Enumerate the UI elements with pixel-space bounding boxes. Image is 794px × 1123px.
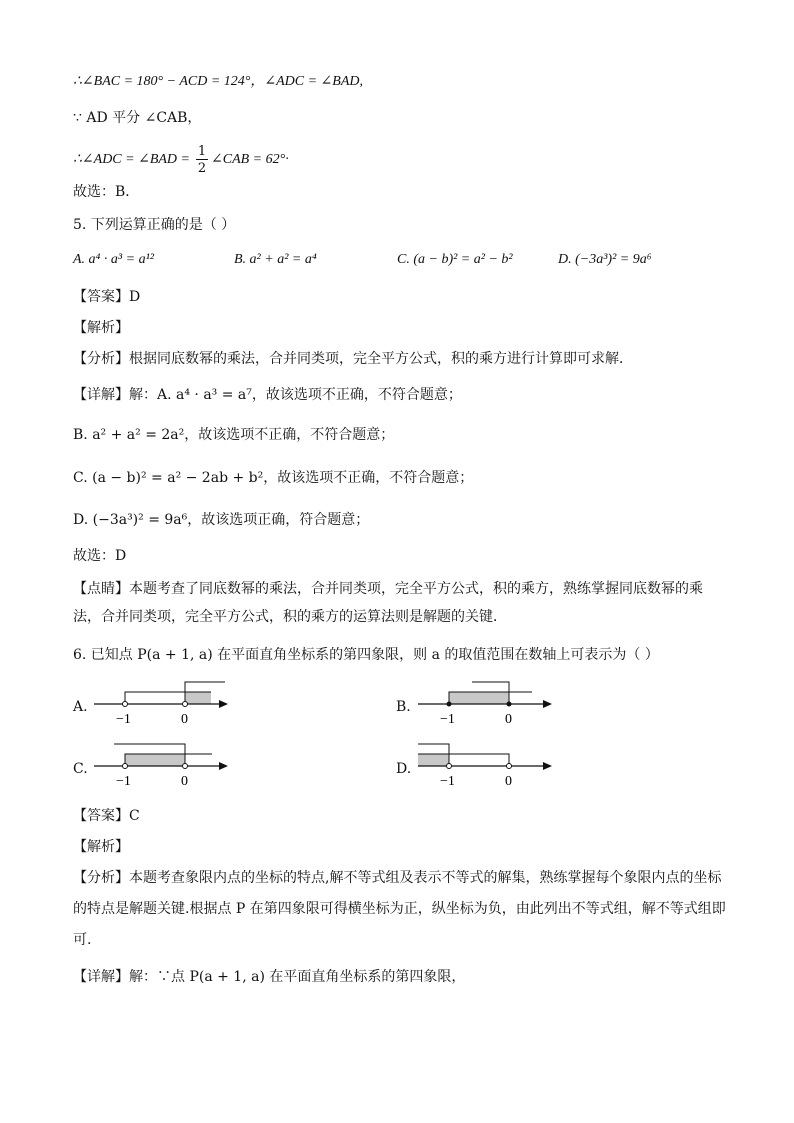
open-point-neg1 [123,764,128,769]
q5-option-c: C. (a − b)² = a² − b² [397,252,513,267]
tick-neg1: −1 [116,712,131,727]
axis-arrow [219,762,228,770]
q6-option-d-label: D. [396,761,412,777]
tick-neg1: −1 [440,774,455,789]
answer-select-b: 故选：B． [73,184,140,200]
q5-detail-a: 【详解】解：A. a⁴ · a³ = a⁷，故该选项不正确，不符合题意； [73,387,462,403]
step-angle-adc-post: ∠CAB = 62°· [211,152,289,167]
q5-select-d: 故选：D [73,548,127,564]
q5-analysis: 【分析】根据同底数幂的乘法，合并同类项，完全平方公式，积的乘方进行计算即可求解． [73,351,633,367]
q6-option-c-label: C. [73,761,88,777]
tick-neg1: −1 [440,712,455,727]
tick-0: 0 [181,774,188,789]
question-6: 6. 已知点 P(a + 1, a) 在平面直角坐标系的第四象限，则 a 的取值范围在数轴上可表示为（ ） [73,647,659,663]
tick-0: 0 [181,712,188,727]
shade-region [418,754,449,766]
q6-option-b-number-line [414,675,559,730]
q5-option-d: D. (−3a³)² = 9a⁶ [558,252,652,267]
q5-analysis-heading: 【解析】 [73,320,129,336]
q6-option-d-number-line [414,737,559,792]
question-5: 5. 下列运算正确的是（ ） [73,217,236,233]
step-angle-bac: ∴∠BAC = 180° − ACD = 124°，∠ADC = ∠BAD, [73,74,363,89]
step-angle-adc-pre: ∴∠ADC = ∠BAD = [73,152,190,167]
q5-detail-b: B. a² + a² = 2a²，故该选项不正确，不符合题意； [73,427,395,443]
q6-answer: 【答案】C [73,808,140,824]
open-point-0 [183,702,188,707]
shade-region [449,692,509,704]
open-point-neg1 [447,764,452,769]
step-ad-bisects: ∵ AD 平分 ∠CAB， [73,110,202,126]
q6-detail: 【详解】解：∵点 P(a + 1, a) 在平面直角坐标系的第四象限， [73,969,466,985]
tick-neg1: −1 [116,774,131,789]
q5-answer: 【答案】D [73,289,141,305]
q5-comment: 【点睛】本题考查了同底数幂的乘法，合并同类项，完全平方公式，积的乘方，熟练掌握同底数幂的乘法，合并同类项，完全平方公式，积的乘方的运算法则是解题的关键． [73,581,703,625]
axis-arrow [219,700,228,708]
q5-option-b: B. a² + a² = a⁴ [234,252,317,267]
open-point-0 [183,764,188,769]
axis-arrow [543,700,552,708]
shade-region [185,692,211,704]
q6-analysis: 【分析】本题考查象限内点的坐标的特点,解不等式组及表示不等式的解集，熟练掌握每个象限内点的坐标的特点是解题关键.根据点 P 在第四象限可得横坐标为正，纵坐标为负，由此列出不等式组，解不等式组即可. [73,870,726,948]
q5-detail-c: C. (a − b)² = a² − 2ab + b²，故该选项不正确，不符合题意； [73,470,474,486]
tick-0: 0 [505,712,512,727]
closed-point-neg1 [447,702,452,707]
tick-0: 0 [505,774,512,789]
q5-detail-d: D. (−3a³)² = 9a⁶，故该选项正确，符合题意； [73,512,370,528]
q5-option-a: A. a⁴ · a³ = a¹² [73,252,154,267]
q6-option-b-label: B. [396,699,411,715]
closed-point-0 [507,702,512,707]
shade-region [125,754,185,766]
q6-option-a-label: A. [73,699,88,715]
q6-option-c-number-line [90,737,235,792]
q6-analysis-heading: 【解析】 [73,839,129,855]
open-point-neg1 [123,702,128,707]
fraction-denominator: 2 [197,161,207,176]
fraction-numerator: 1 [197,144,207,159]
axis-arrow [543,762,552,770]
q6-option-a-number-line [90,675,235,730]
open-point-0 [507,764,512,769]
